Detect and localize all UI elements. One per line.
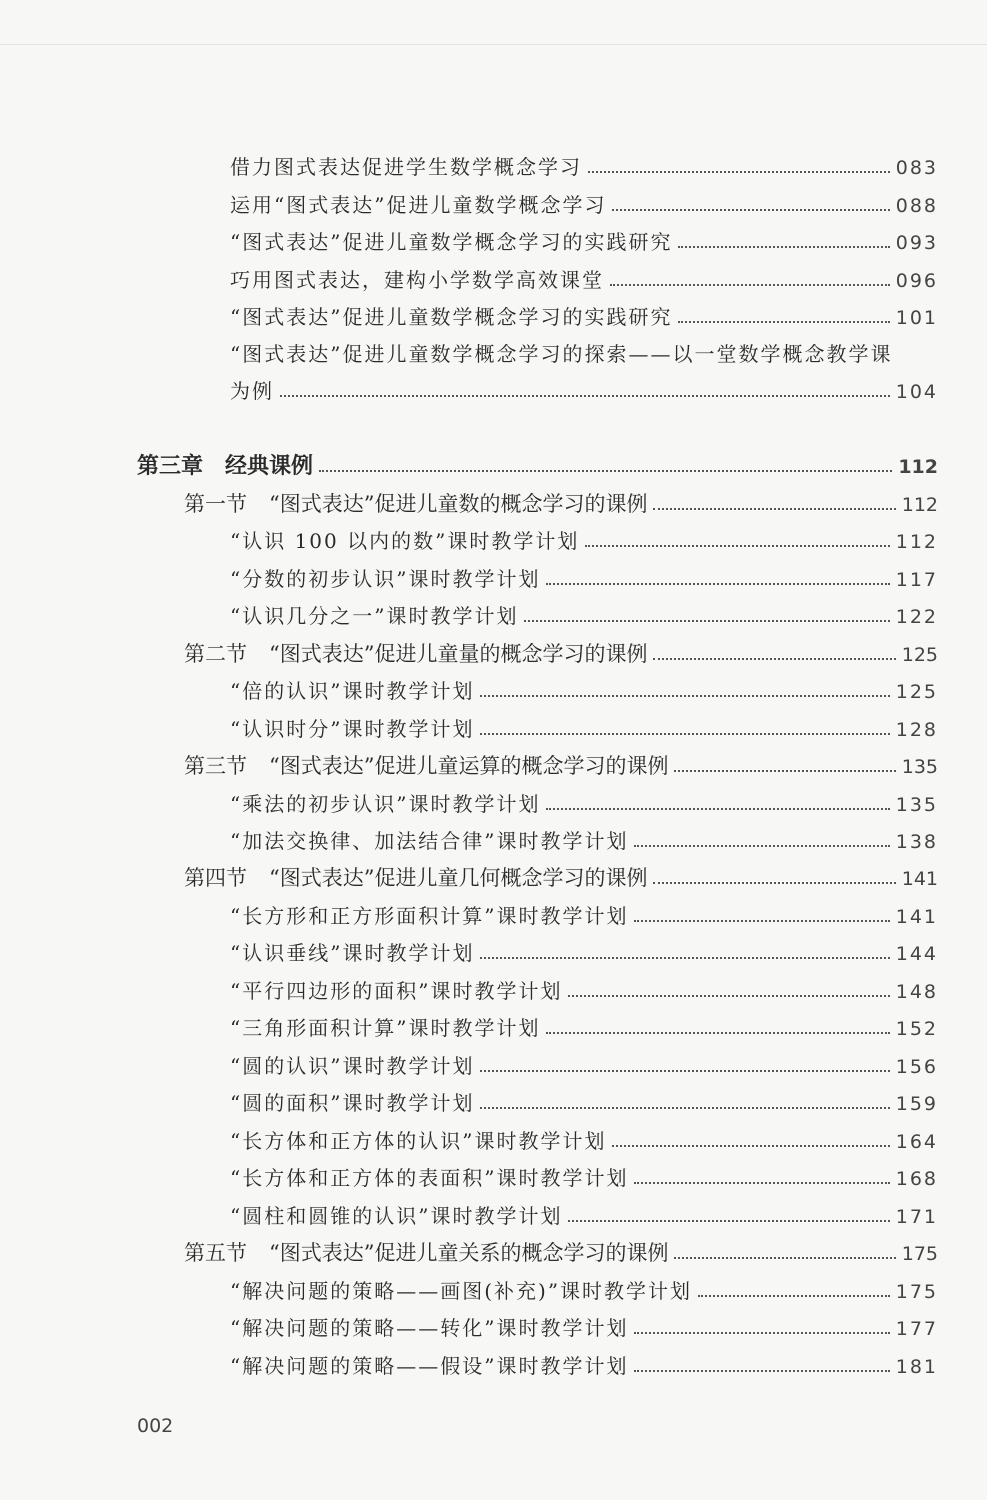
toc-entry[interactable] bbox=[230, 1123, 938, 1160]
toc-entry[interactable] bbox=[230, 561, 938, 598]
toc-entry[interactable] bbox=[230, 786, 938, 823]
chapter-title: 经典课例 bbox=[225, 453, 314, 479]
toc-entry[interactable] bbox=[230, 1048, 938, 1085]
toc-entry-title: “图式表达”促进儿童数学概念学习的实践研究 bbox=[230, 305, 673, 329]
toc-entry-title: “分数的初步认识”课时教学计划 bbox=[230, 567, 541, 591]
toc-entry[interactable] bbox=[230, 187, 938, 224]
dot-leader bbox=[568, 995, 889, 997]
dot-leader bbox=[634, 1182, 889, 1184]
toc-entry-title: “长方体和正方体的表面积”课时教学计划 bbox=[230, 1166, 629, 1190]
dot-leader bbox=[480, 957, 889, 959]
toc-entry-page: 156 bbox=[895, 1056, 938, 1078]
section-number: 第二节 bbox=[184, 642, 247, 666]
dot-leader bbox=[678, 246, 889, 248]
toc-entry-title: “认识垂线”课时教学计划 bbox=[230, 941, 475, 965]
toc-entry[interactable] bbox=[230, 373, 938, 410]
toc-entry-title: “长方形和正方形面积计算”课时教学计划 bbox=[230, 904, 629, 928]
toc-entry-title: “认识几分之一”课时教学计划 bbox=[230, 604, 519, 628]
dot-leader bbox=[674, 1257, 895, 1259]
top-rule bbox=[0, 44, 987, 45]
dot-leader bbox=[546, 583, 889, 585]
toc-entry-page: 171 bbox=[895, 1206, 938, 1228]
toc-entry-title: “圆柱和圆锥的认识”课时教学计划 bbox=[230, 1204, 563, 1228]
page-number: 002 bbox=[137, 1415, 174, 1437]
toc-entry-page: 164 bbox=[895, 1131, 938, 1153]
section-title: “图式表达”促进儿童关系的概念学习的课例 bbox=[269, 1241, 669, 1265]
chapter-heading[interactable] bbox=[137, 448, 938, 485]
toc-entry-page: 112 bbox=[895, 531, 938, 553]
toc-entry-title: “加法交换律、加法结合律”课时教学计划 bbox=[230, 829, 629, 853]
toc-entry-page: 104 bbox=[895, 381, 938, 403]
toc-entry-page: 135 bbox=[895, 794, 938, 816]
toc-entry-page: 122 bbox=[895, 606, 938, 628]
toc-entry-page: 148 bbox=[895, 981, 938, 1003]
toc-entry[interactable] bbox=[230, 1085, 938, 1122]
toc-entry-title: “倍的认识”课时教学计划 bbox=[230, 679, 475, 703]
section-title: “图式表达”促进儿童数的概念学习的课例 bbox=[269, 492, 648, 516]
dot-leader bbox=[612, 1145, 889, 1147]
section-page: 125 bbox=[901, 644, 938, 666]
toc-entry-title: “长方体和正方体的认识”课时教学计划 bbox=[230, 1129, 607, 1153]
toc-entry[interactable] bbox=[230, 523, 938, 560]
toc-entry-page: 088 bbox=[895, 195, 938, 217]
section-title: “图式表达”促进儿童运算的概念学习的课例 bbox=[269, 754, 669, 778]
toc-entry-page: 096 bbox=[895, 270, 938, 292]
toc-entry-page: 093 bbox=[895, 232, 938, 254]
toc-entry-title: “三角形面积计算”课时教学计划 bbox=[230, 1016, 541, 1040]
dot-leader bbox=[480, 1070, 889, 1072]
dot-leader bbox=[634, 920, 889, 922]
toc-entry-title: “圆的面积”课时教学计划 bbox=[230, 1091, 475, 1115]
dot-leader bbox=[319, 470, 892, 472]
toc-entry[interactable] bbox=[230, 299, 938, 336]
toc-entry[interactable] bbox=[230, 224, 938, 261]
toc-entry-page: 144 bbox=[895, 943, 938, 965]
section-number: 第三节 bbox=[184, 754, 247, 778]
dot-leader bbox=[480, 695, 889, 697]
toc-entry[interactable] bbox=[230, 1010, 938, 1047]
section-page: 175 bbox=[901, 1243, 938, 1265]
section-heading[interactable] bbox=[184, 636, 938, 673]
toc-entry-title: 巧用图式表达，建构小学数学高效课堂 bbox=[230, 268, 604, 292]
toc-entry-title-line2: 为例 bbox=[230, 379, 274, 403]
toc-entry-title: “解决问题的策略——假设”课时教学计划 bbox=[230, 1354, 629, 1378]
section-page: 141 bbox=[901, 868, 938, 890]
toc-entry[interactable] bbox=[230, 598, 938, 635]
section-heading[interactable] bbox=[184, 748, 938, 785]
toc-entry-page: 152 bbox=[895, 1018, 938, 1040]
chapter-number: 第三章 bbox=[137, 453, 204, 479]
chapter-page: 112 bbox=[898, 456, 938, 478]
toc-entry[interactable] bbox=[230, 711, 938, 748]
toc-entry-page: 168 bbox=[895, 1168, 938, 1190]
toc-entry-page: 141 bbox=[895, 906, 938, 928]
dot-leader bbox=[588, 171, 890, 173]
toc-entry-page: 101 bbox=[895, 307, 938, 329]
toc-entry-title: “平行四边形的面积”课时教学计划 bbox=[230, 979, 563, 1003]
toc-entry[interactable] bbox=[230, 823, 938, 860]
toc-entry-title: “解决问题的策略——画图(补充)”课时教学计划 bbox=[230, 1279, 693, 1303]
toc-entry-page: 117 bbox=[895, 569, 938, 591]
dot-leader bbox=[280, 395, 890, 397]
toc-entry[interactable] bbox=[230, 1348, 938, 1385]
dot-leader bbox=[480, 1107, 889, 1109]
dot-leader bbox=[653, 508, 895, 510]
toc-entry[interactable] bbox=[230, 262, 938, 299]
dot-leader bbox=[610, 284, 890, 286]
dot-leader bbox=[634, 845, 889, 847]
toc-entry[interactable] bbox=[230, 898, 938, 935]
dot-leader bbox=[634, 1370, 889, 1372]
toc-entry[interactable] bbox=[230, 149, 938, 186]
dot-leader bbox=[678, 321, 889, 323]
toc-entry[interactable] bbox=[230, 935, 938, 972]
dot-leader bbox=[653, 658, 895, 660]
section-title: “图式表达”促进儿童量的概念学习的课例 bbox=[269, 642, 648, 666]
toc-entry-page: 138 bbox=[895, 831, 938, 853]
toc-entry-page: 181 bbox=[895, 1356, 938, 1378]
toc-entry[interactable] bbox=[230, 973, 938, 1010]
dot-leader bbox=[546, 1032, 889, 1034]
section-heading[interactable] bbox=[184, 486, 938, 523]
dot-leader bbox=[546, 808, 889, 810]
toc-entry-title: 借力图式表达促进学生数学概念学习 bbox=[230, 155, 582, 179]
dot-leader bbox=[568, 1220, 889, 1222]
toc-entry[interactable] bbox=[230, 1198, 938, 1235]
dot-leader bbox=[612, 209, 889, 211]
toc-entry[interactable] bbox=[230, 1160, 938, 1197]
toc-entry-title: “解决问题的策略——转化”课时教学计划 bbox=[230, 1316, 629, 1340]
dot-leader bbox=[674, 770, 895, 772]
toc-entry-title: “圆的认识”课时教学计划 bbox=[230, 1054, 475, 1078]
section-title: “图式表达”促进儿童几何概念学习的课例 bbox=[269, 866, 648, 890]
dot-leader bbox=[524, 620, 889, 622]
section-heading[interactable] bbox=[184, 1235, 938, 1272]
toc-entry-title: 运用“图式表达”促进儿童数学概念学习 bbox=[230, 193, 607, 217]
dot-leader bbox=[698, 1295, 890, 1297]
section-number: 第五节 bbox=[184, 1241, 247, 1265]
section-number: 第四节 bbox=[184, 866, 247, 890]
toc-entry[interactable] bbox=[230, 1273, 938, 1310]
toc-entry-title: “图式表达”促进儿童数学概念学习的实践研究 bbox=[230, 230, 673, 254]
toc-entry-title-line1[interactable]: “图式表达”促进儿童数学概念学习的探索——以一堂数学概念教学课 bbox=[230, 342, 893, 366]
dot-leader bbox=[634, 1332, 889, 1334]
toc-entry-page: 159 bbox=[895, 1093, 938, 1115]
toc-entry-page: 125 bbox=[895, 681, 938, 703]
toc-entry-page: 175 bbox=[895, 1281, 938, 1303]
toc-entry[interactable] bbox=[230, 1310, 938, 1347]
toc-entry-title: “认识 100 以内的数”课时教学计划 bbox=[230, 529, 580, 553]
toc-entry-page: 083 bbox=[895, 157, 938, 179]
section-number: 第一节 bbox=[184, 492, 247, 516]
toc-entry-title: “乘法的初步认识”课时教学计划 bbox=[230, 792, 541, 816]
toc-entry-page: 177 bbox=[895, 1318, 938, 1340]
toc-entry[interactable] bbox=[230, 673, 938, 710]
section-heading[interactable] bbox=[184, 860, 938, 897]
toc-entry-title: “认识时分”课时教学计划 bbox=[230, 717, 475, 741]
section-page: 135 bbox=[901, 756, 938, 778]
dot-leader bbox=[480, 733, 889, 735]
dot-leader bbox=[585, 545, 889, 547]
dot-leader bbox=[653, 882, 895, 884]
section-page: 112 bbox=[901, 494, 938, 516]
toc-entry-page: 128 bbox=[895, 719, 938, 741]
